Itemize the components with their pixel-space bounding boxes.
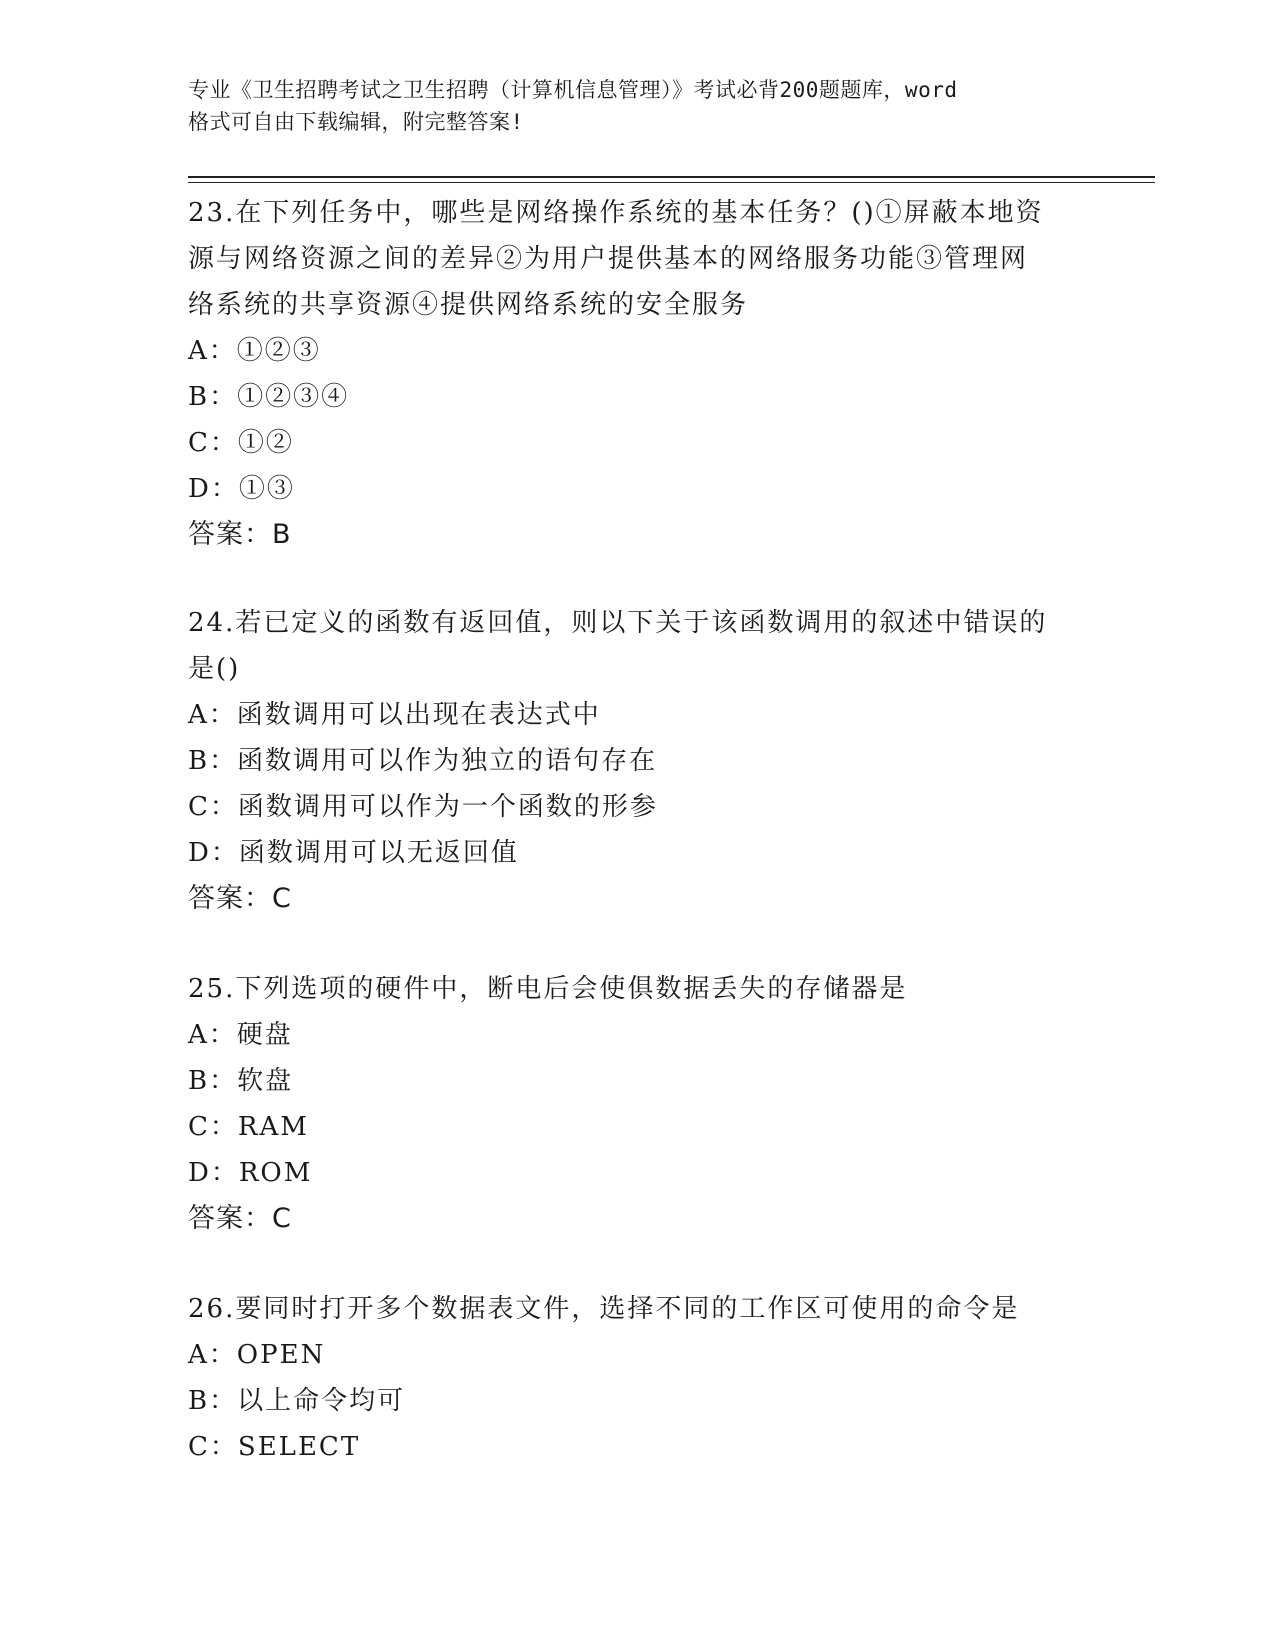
answer-line: 答案：C xyxy=(188,1203,292,1234)
question-23 xyxy=(188,190,1088,558)
header-line-2: 格式可自由下载编辑，附完整答案! xyxy=(188,110,524,134)
header-divider-thick xyxy=(188,176,1155,178)
option-a: A：OPEN xyxy=(188,1340,326,1370)
question-stem-line: 络系统的共享资源④提供网络系统的安全服务 xyxy=(188,290,749,320)
document-header xyxy=(188,74,1088,138)
question-24 xyxy=(188,600,1088,922)
question-stem-line: 26.要同时打开多个数据表文件，选择不同的工作区可使用的命令是 xyxy=(188,1294,1020,1324)
option-a: A：①②③ xyxy=(188,336,321,366)
option-b: B：软盘 xyxy=(188,1066,294,1096)
question-stem-line: 源与网络资源之间的差异②为用户提供基本的网络服务功能③管理网 xyxy=(188,244,1029,274)
question-stem-line: 23.在下列任务中，哪些是网络操作系统的基本任务？()①屏蔽本地资 xyxy=(188,198,1044,228)
option-b: B：①②③④ xyxy=(188,382,350,412)
option-c: C：①② xyxy=(188,428,294,458)
question-26 xyxy=(188,1286,1088,1470)
option-d: D：ROM xyxy=(188,1158,313,1188)
option-b: B：以上命令均可 xyxy=(188,1386,406,1416)
question-stem-line: 是() xyxy=(188,654,241,684)
option-c: C：SELECT xyxy=(188,1432,361,1462)
option-c: C：函数调用可以作为一个函数的形参 xyxy=(188,792,658,822)
option-a: A：硬盘 xyxy=(188,1020,293,1050)
question-stem-line: 25.下列选项的硬件中，断电后会使俱数据丢失的存储器是 xyxy=(188,974,908,1004)
option-d: D：①③ xyxy=(188,474,295,504)
question-25 xyxy=(188,966,1088,1242)
option-b: B：函数调用可以作为独立的语句存在 xyxy=(188,746,658,776)
option-c: C：RAM xyxy=(188,1112,309,1142)
header-line-1: 专业《卫生招聘考试之卫生招聘（计算机信息管理）》考试必背200题题库，word xyxy=(188,78,958,102)
option-a: A：函数调用可以出现在表达式中 xyxy=(188,700,601,730)
answer-line: 答案：C xyxy=(188,883,292,914)
header-divider-thin xyxy=(188,182,1155,183)
option-d: D：函数调用可以无返回值 xyxy=(188,838,519,868)
answer-line: 答案：B xyxy=(188,519,292,550)
question-stem-line: 24.若已定义的函数有返回值，则以下关于该函数调用的叙述中错误的 xyxy=(188,608,1048,638)
